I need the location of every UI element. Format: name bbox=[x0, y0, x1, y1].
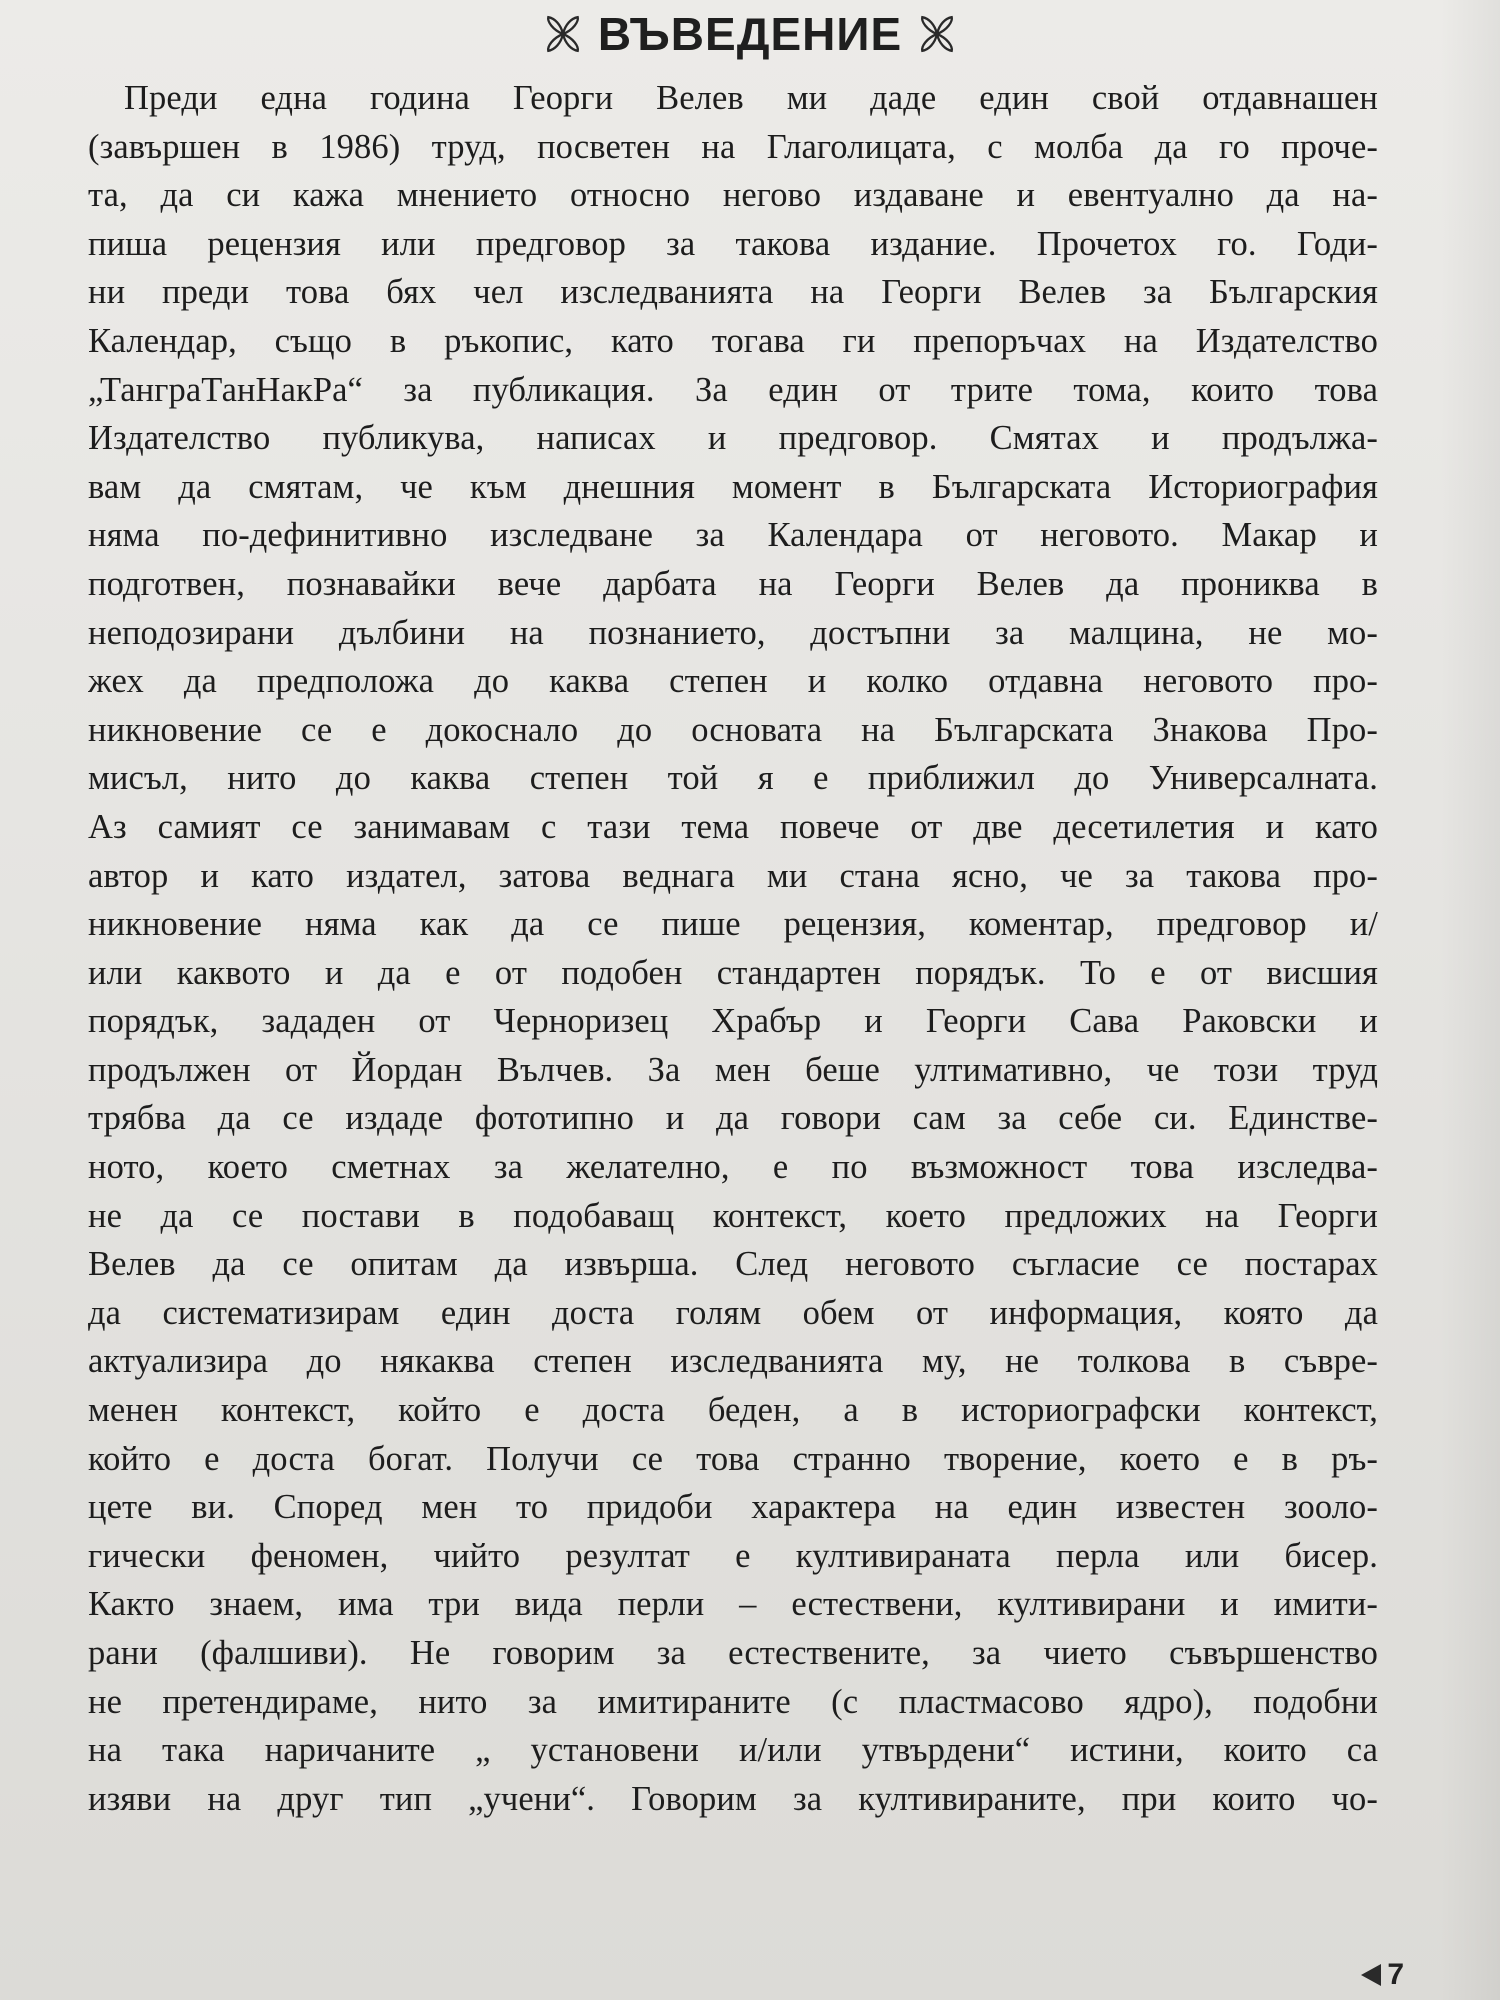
text-line: гически феномен, чийто резултат е култивираната перла или бисер. bbox=[88, 1536, 1378, 1575]
text-line: та, да си кажа мнението относно негово издаване и евентуално да на- bbox=[88, 176, 1378, 215]
text-line: порядък, зададен от Черноризец Храбър и Георги Сава Раковски и bbox=[88, 1002, 1378, 1041]
left-triangle-icon bbox=[1361, 1964, 1381, 1986]
text-line: пиша рецензия или предговор за такова издание. Прочетох го. Годи- bbox=[88, 224, 1378, 263]
text-line: трябва да се издаде фототипно и да говори сам за себе си. Единстве- bbox=[88, 1099, 1378, 1138]
floral-ornament-icon bbox=[542, 13, 584, 55]
text-line: подготвен, познавайки вече дарбата на Георги Велев да прониква в bbox=[88, 564, 1378, 603]
text-line: Преди една година Георги Велев ми даде един свой отдавнашен bbox=[124, 79, 1378, 117]
floral-ornament-icon bbox=[916, 13, 958, 55]
text-line: Издателство публикува, написах и предговор. Смятах и продължа- bbox=[88, 419, 1378, 458]
text-line: да систематизирам един доста голям обем от информация, която да bbox=[88, 1293, 1378, 1332]
text-line: никновение няма как да се пише рецензия, коментар, предговор и/ bbox=[88, 905, 1378, 944]
text-line: неподозирани дълбини на познанието, достъпни за малцина, не мо- bbox=[88, 613, 1378, 652]
text-line: който е доста богат. Получи се това странно творение, което е в ръ- bbox=[88, 1439, 1378, 1478]
text-line: или каквото и да е от подобен стандартен порядък. То е от висшия bbox=[88, 953, 1378, 992]
page-number: 7 bbox=[1387, 1958, 1404, 1991]
chapter-title: ВЪВЕДЕНИЕ bbox=[597, 8, 903, 60]
text-line: Календар, също в ръкопис, като тогава ги препоръчах на Издателство bbox=[88, 321, 1378, 360]
text-line: Както знаем, има три вида перли – естествени, култивирани и имити- bbox=[88, 1585, 1378, 1624]
text-line: продължен от Йордан Вълчев. За мен беше ултимативно, че този труд bbox=[88, 1050, 1378, 1089]
text-line: ното, което сметнах за желателно, е по възможност това изследва- bbox=[88, 1148, 1378, 1187]
body-paragraph bbox=[88, 74, 1378, 1823]
text-line: вам да смятам, че към днешния момент в Българската Историография bbox=[88, 467, 1378, 506]
text-line: автор и като издател, затова веднага ми стана ясно, че за такова про- bbox=[88, 856, 1378, 895]
text-line: Аз самият се занимавам с тази тема повече от две десетилетия и като bbox=[88, 807, 1378, 846]
text-line: рани (фалшиви). Не говорим за естествените, за чието съвършенство bbox=[88, 1634, 1378, 1672]
page-folio bbox=[1361, 1958, 1404, 1992]
text-line: на така наричаните „ установени и/или утвърдени“ истини, които са bbox=[88, 1731, 1378, 1770]
text-line: никновение се е докоснало до основата на Българската Знакова Про- bbox=[88, 710, 1378, 749]
text-line: изяви на друг тип „учени“. Говорим за култивираните, при които чо- bbox=[88, 1779, 1378, 1818]
text-line: не да се постави в подобаващ контекст, което предложих на Георги bbox=[88, 1196, 1378, 1235]
text-line: мисъл, нито до каква степен той я е приближил до Универсалната. bbox=[88, 759, 1378, 798]
page-shadow bbox=[1440, 0, 1500, 2000]
text-line: няма по-дефинитивно изследване за Календара от неговото. Макар и bbox=[88, 516, 1378, 555]
text-line: (завършен в 1986) труд, посветен на Глаголицата, с молба да го проче- bbox=[88, 127, 1378, 166]
text-line: не претендираме, нито за имитираните (с пластмасово ядро), подобни bbox=[88, 1682, 1378, 1721]
text-line: жех да предположа до каква степен и колко отдавна неговото про- bbox=[88, 662, 1378, 701]
text-line: цете ви. Според мен то придоби характера на един известен зооло- bbox=[88, 1488, 1378, 1527]
chapter-heading bbox=[0, 2, 1500, 66]
text-line: „ТанграТанНакРа“ за публикация. За един от трите тома, които това bbox=[88, 370, 1378, 409]
text-line: Велев да се опитам да извърша. След неговото съгласие се постарах bbox=[88, 1245, 1378, 1284]
text-line: менен контекст, който е доста беден, а в историографски контекст, bbox=[88, 1391, 1378, 1430]
text-line: актуализира до някаква степен изследванията му, не толкова в съвре- bbox=[88, 1342, 1378, 1381]
text-line: ни преди това бях чел изследванията на Георги Велев за Българския bbox=[88, 273, 1378, 312]
